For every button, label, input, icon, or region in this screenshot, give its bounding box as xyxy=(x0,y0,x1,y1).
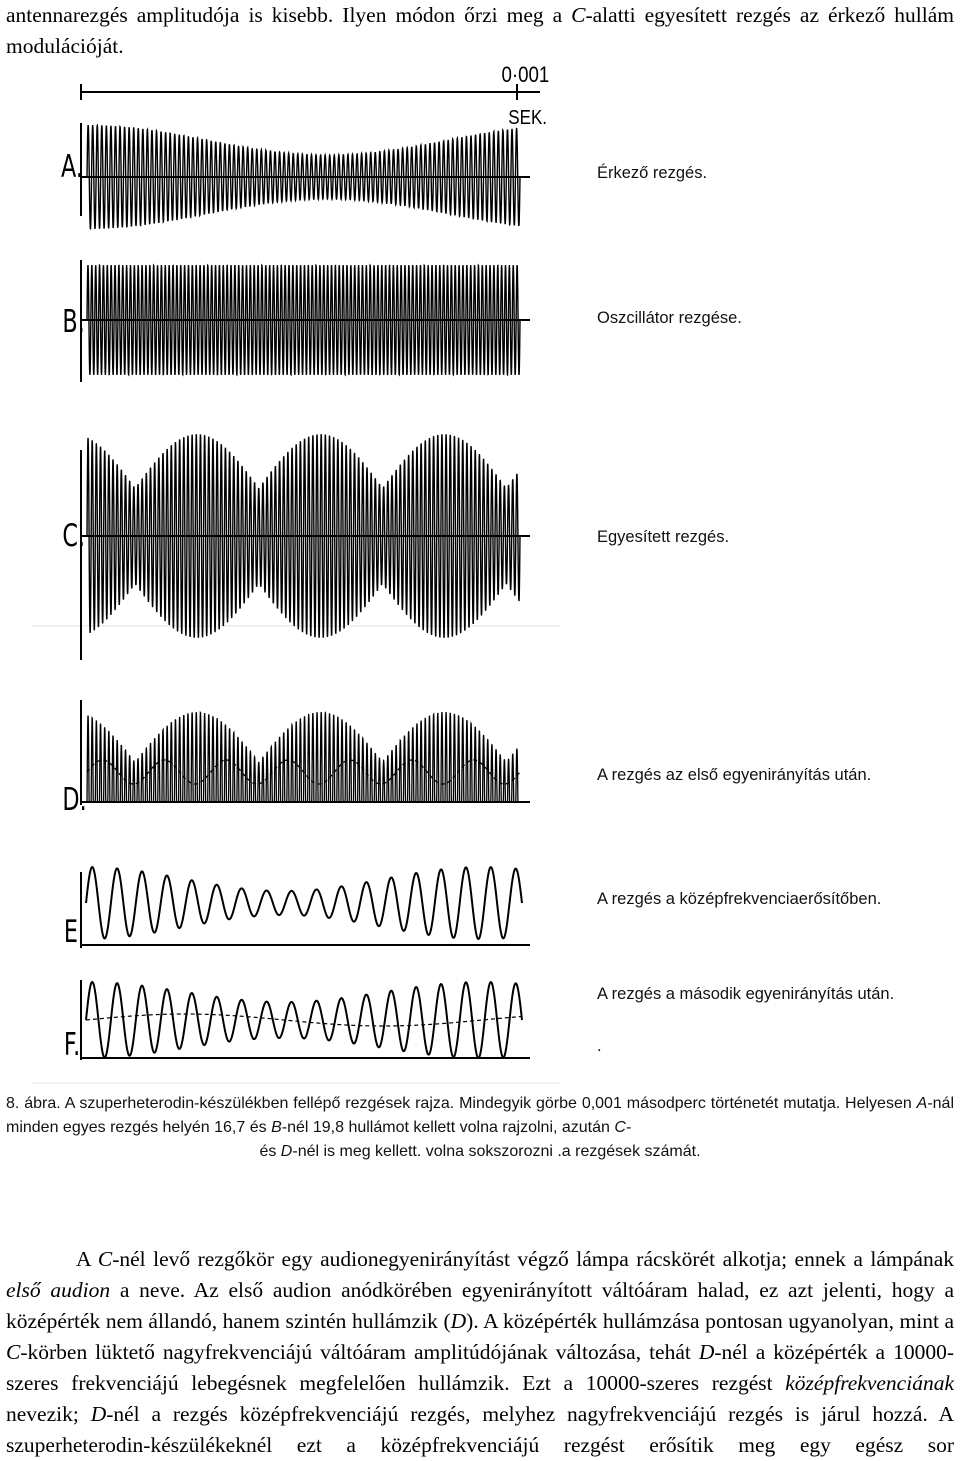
body-d-2: D xyxy=(698,1340,715,1364)
label-c: Egyesített rezgés. xyxy=(597,528,730,546)
waveforms xyxy=(80,123,530,1060)
label-a: Érkező rezgés. xyxy=(597,164,708,182)
caption-text-6: -nél is meg kellett. volna sokszorozni .a rezgések számát. xyxy=(292,1143,701,1160)
body-d-3: D xyxy=(90,1402,107,1426)
body-text-1: A xyxy=(76,1247,98,1271)
row-letter-d: D. xyxy=(62,782,87,819)
term-mid-frequency: középfrekvenciának xyxy=(785,1371,954,1395)
label-e: A rezgés a középfrekvenciaerősítőben. xyxy=(597,890,882,908)
caption-text-1: 8. ábra. A szuperheterodin-készülékben fellépő rezgések rajza. Mindegyik görbe 0,001 másodperc történetét mutatja. Helyesen xyxy=(6,1095,917,1112)
caption-c: C xyxy=(614,1119,626,1136)
figure-caption xyxy=(6,1092,954,1140)
body-text-3: a neve. Az első audion anódkörében egyenirányított váltóáram halad, ez azt jelenti, hogy a középérték nem állandó, hanem szintén hullámzik ( xyxy=(6,1278,954,1333)
body-c: C xyxy=(97,1247,113,1271)
row-letter-f: F. xyxy=(63,1027,81,1064)
row-letter-b: B. xyxy=(62,304,85,341)
body-c-2: C xyxy=(6,1340,21,1364)
caption-d: D xyxy=(280,1143,293,1160)
body-text-2: -nél levő rezgőkör egy audionegyenirányítást végző lámpa rácskörét alkotja; ennek a lámpának xyxy=(112,1247,954,1271)
body-text-5: -körben lüktető nagyfrekvenciájú váltóáram amplitúdójának változása, tehát xyxy=(20,1340,699,1364)
intro-paragraph xyxy=(6,0,954,62)
body-text-7: nevezik; xyxy=(6,1402,91,1426)
label-f-dot: . xyxy=(597,1037,602,1055)
row-letter-a: A. xyxy=(61,149,83,186)
label-f: A rezgés a második egyenirányítás után. xyxy=(597,985,895,1003)
intro-text-2: -alatti egyesített rezgés az érkező hullám modulációját. xyxy=(6,3,954,58)
term-first-audion: első audion xyxy=(6,1278,111,1302)
caption-a: A xyxy=(916,1095,928,1112)
body-paragraph xyxy=(6,1244,954,1461)
row-letter-e: E xyxy=(63,914,78,951)
caption-text-2: -nál minden egyes rezgés helyén 16,7 és xyxy=(6,1095,954,1136)
wave-d xyxy=(87,712,520,802)
time-mark: 0·001 xyxy=(501,63,550,88)
caption-text-4: - xyxy=(625,1119,632,1136)
row-letter-c: C. xyxy=(62,518,86,555)
time-unit: SEK. xyxy=(508,105,548,129)
wave-f xyxy=(86,982,522,1058)
body-d-1: D xyxy=(450,1309,467,1333)
waveform-figure xyxy=(0,60,960,1090)
label-b: Oszcillátor rezgése. xyxy=(597,309,742,327)
wave-e xyxy=(86,867,522,939)
body-text-4: ). A középérték hullámzása pontosan ugyanolyan, mint a xyxy=(466,1309,955,1333)
label-d: A rezgés az első egyenirányítás után. xyxy=(597,766,872,784)
waveform-drawing xyxy=(0,60,960,1090)
intro-c: C xyxy=(571,3,586,27)
caption-text-5: és xyxy=(259,1143,281,1160)
intro-text-1: antennarezgés amplitudója is kisebb. Ilyen módon őrzi meg a xyxy=(6,3,572,27)
caption-b: B xyxy=(271,1119,282,1136)
caption-text-3: -nél 19,8 hullámot kellett volna rajzolni, azután xyxy=(281,1119,615,1136)
body-text-6: -nél a középérték a 10000-szeres frekvenciájú lebegésnek megfelelően hullámzik. Ezt a 10000-szeres rezgést xyxy=(6,1340,954,1395)
wave-f-envelope xyxy=(86,1014,522,1026)
body-text-8: -nél a rezgés középfrekvenciájú rezgés, melyhez nagyfrekvenciájú rezgés is járul hozzá. A szuperheterodin-készülékeknél ezt a középfrekvenciájú rezgést erősítik meg egy egész sor xyxy=(6,1402,955,1457)
figure-caption-line2 xyxy=(6,1140,954,1164)
